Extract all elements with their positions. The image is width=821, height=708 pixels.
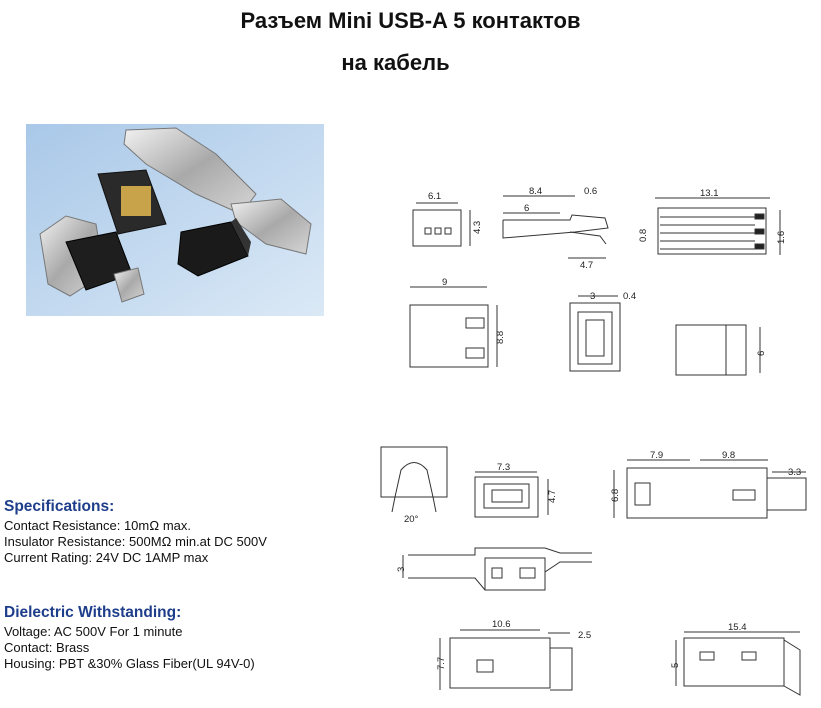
dim-4-3: 4.3 [472,220,483,234]
dim-6b: 6 [756,350,767,356]
spec-contact-resistance: Contact Resistance: 10mΩ max. [4,518,192,533]
dielectric-heading: Dielectric Withstanding: [4,604,182,621]
drawing-connector-end [475,462,558,517]
dim-4-7b: 4.7 [547,489,558,503]
drawing-shell-lower [436,619,591,690]
page-title: Разъем Mini USB-A 5 контактов [240,8,581,33]
page-subtitle: на кабель [341,50,450,75]
drawing-shell-bottom [670,622,800,695]
dim-6-8: 6.8 [610,488,621,502]
dim-8-8: 8.8 [495,330,506,344]
drawing-front-view [413,191,483,246]
drawing-clip-angle [381,447,447,525]
dim-0-6: 0.6 [584,186,598,197]
spec-insulator-resistance: Insulator Resistance: 500MΩ min.at DC 500V [4,534,267,549]
dim-6-1: 6.1 [428,191,442,202]
dim-3a: 3 [590,291,596,302]
dim-1-6: 1.6 [776,230,787,244]
drawing-housing-front [570,291,636,371]
dim-0-8: 0.8 [638,228,649,242]
dim-7-3: 7.3 [497,462,511,473]
dielectric-housing: Housing: PBT &30% Glass Fiber(UL 94V-0) [4,656,255,671]
dielectric-contact: Contact: Brass [4,640,90,655]
dim-15-4: 15.4 [728,622,747,633]
drawing-side-contact [503,186,608,271]
dim-9-8: 9.8 [722,450,736,461]
drawing-housing-side [410,277,506,367]
specifications-heading: Specifications: [4,498,115,515]
spec-current-rating: Current Rating: 24V DC 1AMP max [4,550,209,565]
dim-10-6: 10.6 [492,619,511,630]
dim-3-3: 3.3 [788,467,802,478]
drawing-shell-top [610,450,806,518]
dim-13-1: 13.1 [700,188,719,199]
dim-2-5: 2.5 [578,630,592,641]
dim-4-7a: 4.7 [580,260,594,271]
dim-9: 9 [442,277,448,288]
dim-7-9: 7.9 [650,450,664,461]
dim-7-7: 7.7 [436,656,447,670]
dim-6: 6 [524,203,530,214]
dielectric-voltage: Voltage: AC 500V For 1 minute [4,624,183,639]
dim-5: 5 [670,662,681,668]
dim-8-4: 8.4 [529,186,543,197]
dim-3b: 3 [396,566,407,572]
drawing-housing-length [676,325,767,375]
drawing-top-contacts [638,188,787,255]
dim-0-4: 0.4 [623,291,637,302]
dim-20-deg: 20° [404,514,419,525]
drawing-shell-side [396,548,592,590]
